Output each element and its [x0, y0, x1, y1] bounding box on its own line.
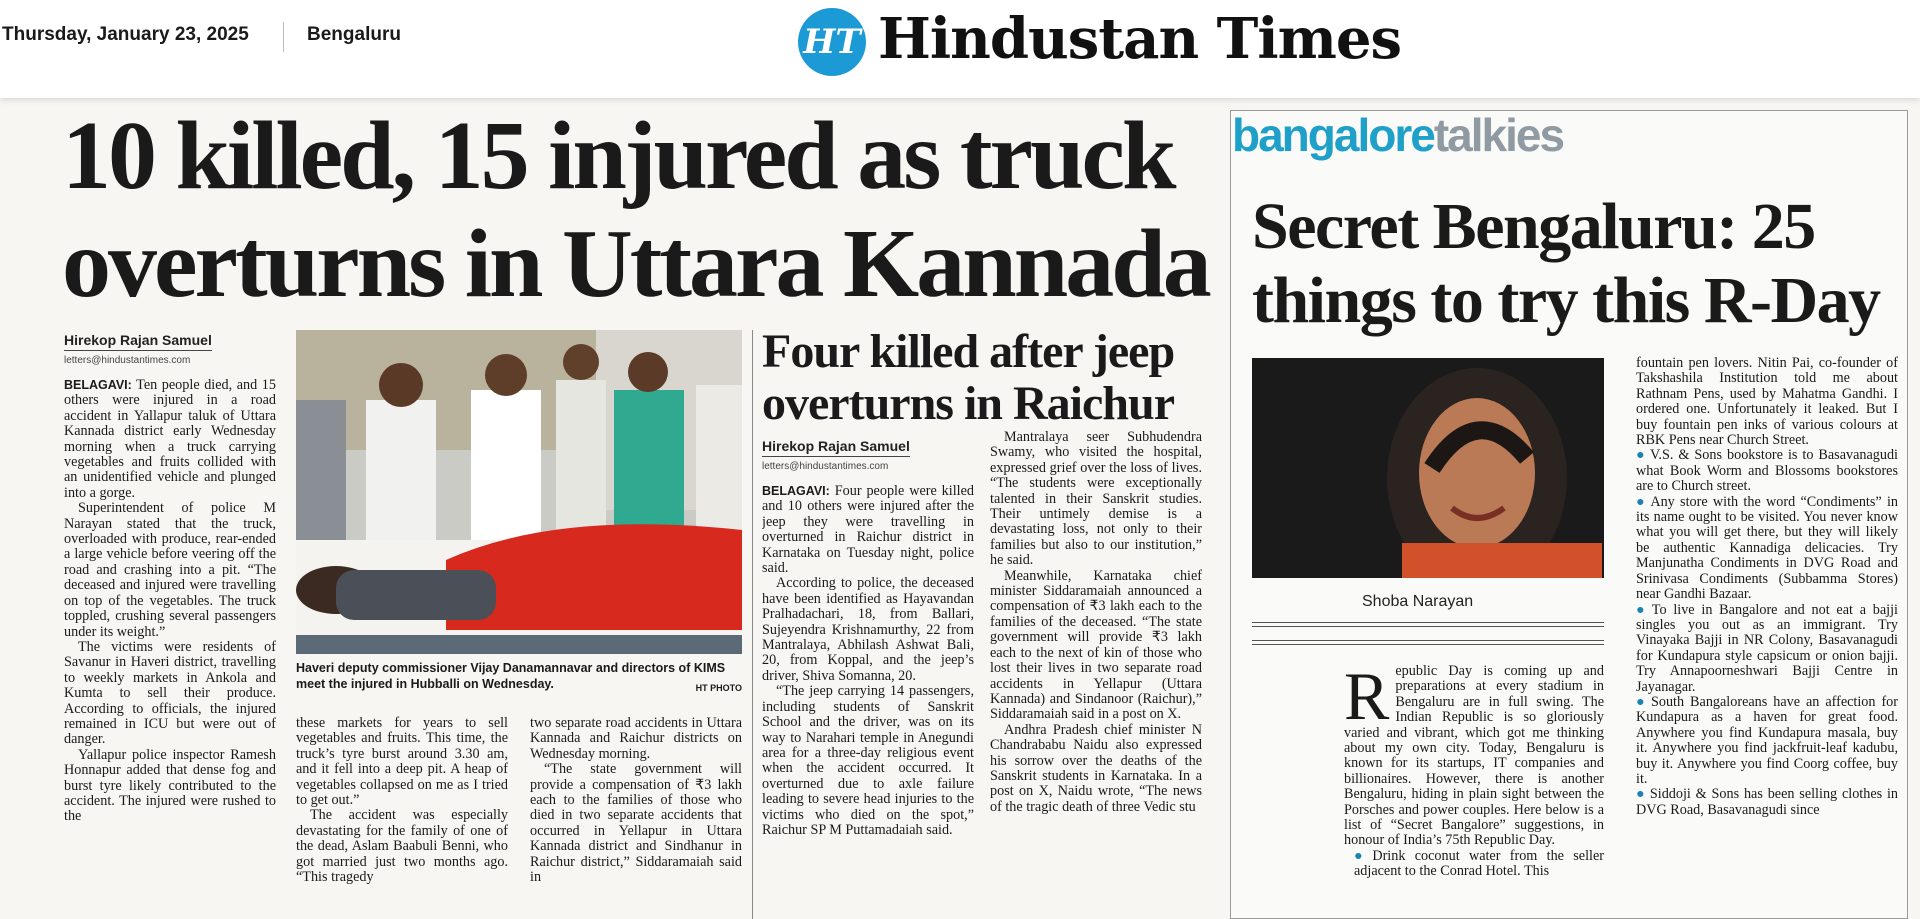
main-col1-para-1: Ten people died, and 15 others were injured in a road accident in Yallapur taluk of Uttara Kannada district early Wednesday morning when a truck carrying vegetables and fruits collided with an unidentified vehicle and plunged into a gorge.	[64, 378, 276, 501]
column-right-lead: fountain pen lovers. Nitin Pai, co-founder of Takshashila Institution told me about Rathnam Pens, used by Mahatma Gandhi. I ordered one. Unfortunately it leaked. But I buy fountain pen inks of various colours at RBK Pens near Church Street.	[1636, 356, 1898, 449]
column-rule	[752, 330, 753, 919]
column-right-text	[1636, 356, 1898, 919]
main-col2-para-2: The accident was especially devastating for the family of one of the dead, Aslam Baabuli Benni, who got married just two months ago. “This tragedy	[296, 807, 508, 886]
bullet-icon: ●	[1636, 493, 1647, 510]
bullet-icon: ●	[1636, 601, 1648, 618]
section-name-part-1: bangalore	[1232, 109, 1434, 161]
second-byline-email: letters@hindustantimes.com	[762, 461, 889, 472]
second-col2-para-3: Andhra Pradesh chief minister N Chandrababu Naidu also expressed his sorrow over the deaths of the Sanskrit students in Karnataka. In a post on X, Naidu wrote, “The news of the tragic death of three Vedic stu	[990, 721, 1202, 815]
drop-cap: R	[1344, 664, 1390, 734]
second-story-column-1	[762, 484, 974, 919]
author-name: Shoba Narayan	[1362, 593, 1474, 610]
author-divider-top	[1252, 622, 1604, 627]
second-col2-para-2: Meanwhile, Karnataka chief minister Siddaramaiah announced a compensation of ₹3 lakh each to the families of the deceased. “The state government will provide ₹3 lakh each to the next of kin of those who lost their lives in two separate road accidents in Yellapur (Uttara Kannada) and Sindanoor (Raichur),” Siddaramaiah said in a post on X.	[990, 567, 1202, 723]
column-intro	[1344, 664, 1604, 919]
bullet-icon: ●	[1354, 847, 1369, 864]
second-col1-para-2: According to police, the deceased have been identified as Hayavandan Pralhadachari, 18, from Ballari, Sujeyendra Krishnamurthy, 22 from Mantralaya, Abhilash Ashwat Bali, 20, from Koppal, and the jeep’s driver, Shiva Somanna, 20.	[762, 575, 974, 684]
column-bullet: Any store with the word “Condiments” in its name ought to be visited. You never know what you will get there, but they will likely be authentic Kannadiga delicacies. Try Manjunatha Condiments in DVG Road and Srinivasa Condiments (Subbamma Stores) near Gandhi Bazaar.	[1636, 493, 1898, 603]
column-bullet-low: Drink coconut water from the seller adjacent to the Conrad Hotel. This	[1354, 847, 1604, 880]
main-col1-para-3: The victims were residents of Savanur in Haveri district, travelling to weekly markets in Ankola and Kumta to sell their produce. According to officials, the injured remained in ICU but were out of danger.	[64, 638, 276, 748]
second-byline-block	[762, 436, 974, 472]
main-headline: 10 killed, 15 injured as truck overturns in Uttara Kannada	[62, 102, 1209, 318]
column-intro-text: epublic Day is coming up and preparations at every stadium in Bengaluru are in full swing. The Indian Republic is so gloriously varied and vibrant, which got me thinking about my own city. Today, Bengaluru is known for its startups, IT companies and billionaires. However, there is another Bengaluru, hiding in plain sight between the Porsches and power couples. Here below is a list of “Secret Bangalore” suggestions, in honour of India’s 75th Republic Day.	[1344, 664, 1604, 849]
second-byline: Hirekop Rajan Samuel	[762, 438, 910, 457]
main-story-column-3	[530, 716, 742, 919]
column-bullet: V.S. & Sons bookstore is to Basavanagudi what Book Worm and Blossoms bookstores are to Church street.	[1636, 447, 1898, 495]
second-col1-para-1: Four people were killed and 10 others were injured after the jeep they were travelling in overturned in Raichur district in Karnataka on Tuesday night, police said.	[762, 484, 974, 577]
header-divider	[283, 22, 284, 52]
bullet-icon: ●	[1636, 693, 1647, 710]
main-col1-para-4: Yallapur police inspector Ramesh Honnapur added that dense fog and burst tyre likely contributed to the accident. The injured were rushed to the	[64, 746, 276, 825]
main-byline-email: letters@hindustantimes.com	[64, 355, 191, 366]
hindustan-times-logo[interactable]: Hindustan Times	[878, 6, 1402, 72]
column-bullet: To live in Bangalore and not eat a bajji singles you out as an immigrant. Try Vinayaka Bajji in NR Colony, Basavanagudi for Kundapura style capsicum or onion bajji. Try Annapoorneshwari Bajji Centre in Jayanagar.	[1636, 601, 1898, 695]
column-bullet: South Bangaloreans have an affection for Kundapura as a haven for great food. Anywhere you find Kundapura masala, buy it. Anywhere you find jackfruit-leaf kadubu, buy it. Anywhere you find Coorg coffee, buy it.	[1636, 693, 1898, 787]
main-col3-para-2: “The state government will provide a compensation of ₹3 lakh each to the families of those who died in two separate accidents that occurred in Yellapur in Uttara Kannada district and Sindhanur in Raichur district,” Siddaramaiah said in	[530, 761, 742, 886]
author-portrait-illustration	[1252, 358, 1604, 578]
bullet-icon: ●	[1636, 786, 1646, 803]
main-col1-para-2: Superintendent of police M Narayan stated that the truck, overloaded with produce, rear-ended a large vehicle before veering off the road and crashing into a pit. “The deceased and injured were travelling on top of the vegetables. The truck toppled, crushing several passengers under its weight.”	[64, 500, 276, 640]
second-col1-para-3: “The jeep carrying 14 passengers, including students of Sanskrit School and the driver, was on its way to Narahari temple in Anegundi area for a three-day religious event when the accident occurred. It overturned due to axle failure leading to severe head injuries to the victims who died on the spot,” Raichur SP M Puttamadaiah said.	[762, 683, 974, 838]
ht-logo-icon[interactable]: HT	[798, 8, 866, 76]
section-name-part-2: talkies	[1433, 109, 1564, 161]
second-dateline: BELAGAVI:	[762, 484, 830, 498]
site-header	[0, 0, 1920, 98]
main-story-column-2	[296, 716, 508, 919]
main-col2-para-1: these markets for years to sell vegetables and fruits. This time, the truck’s tyre burst around 3.30 am, and it fell into a deep pit. A heap of vegetables collapsed on me as I tried to get out.”	[296, 716, 508, 809]
hospital-photo-illustration	[296, 330, 742, 654]
column-headline: Secret Bengaluru: 25 things to try this R-Day	[1252, 190, 1880, 337]
edition-city[interactable]: Bengaluru	[307, 24, 401, 45]
photo-caption-text: Haveri deputy commissioner Vijay Danamannavar and directors of KIMS meet the injured in Hubballi on Wednesday.	[296, 661, 726, 691]
bullet-icon: ●	[1636, 447, 1647, 464]
main-byline: Hirekop Rajan Samuel	[64, 332, 212, 351]
accident-victim-photo	[296, 330, 742, 654]
edition-date: Thursday, January 23, 2025	[2, 24, 249, 45]
second-headline: Four killed after jeep overturns in Raichur	[762, 325, 1175, 430]
main-story-column-1	[64, 378, 276, 919]
photo-caption	[296, 660, 742, 696]
author-divider-bottom	[1252, 640, 1604, 645]
author-portrait	[1252, 358, 1604, 578]
photo-credit: HT PHOTO	[695, 683, 742, 693]
main-byline-block	[64, 330, 276, 366]
second-story-column-2	[990, 430, 1202, 919]
column-bullet: Siddoji & Sons has been selling clothes in DVG Road, Basavanagudi since	[1636, 786, 1898, 818]
bangalore-talkies-logo	[1232, 108, 1563, 162]
main-col3-para-1: two separate road accidents in Uttara Kannada and Raichur districts on Wednesday morning.	[530, 716, 742, 762]
main-dateline: BELAGAVI:	[64, 378, 132, 392]
second-col2-para-1: Mantralaya seer Subhudendra Swamy, who visited the hospital, expressed grief over the loss of lives. “The students were exceptionally talented in their Sanskrit studies. Their untimely demise is a devastating loss, not only to their families but also to our institution,” he said.	[990, 430, 1202, 569]
